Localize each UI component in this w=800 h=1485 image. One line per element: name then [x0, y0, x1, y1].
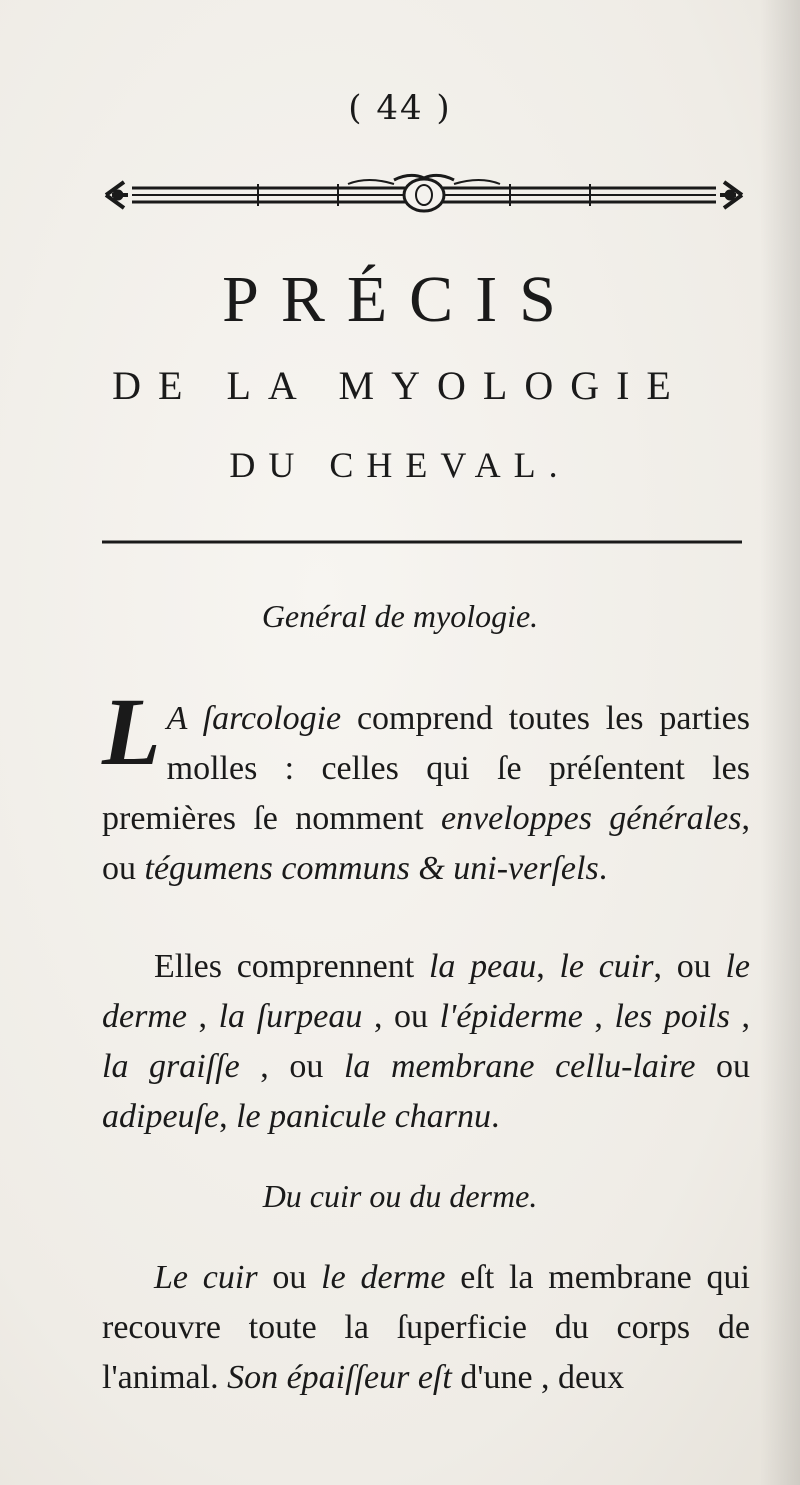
text-run: la peau	[428, 948, 537, 985]
text-run: , ou	[653, 948, 726, 985]
text-run: Son épaiſſeur eſt	[227, 1359, 452, 1396]
text-run: le derme	[321, 1259, 446, 1296]
text-run: le cuir	[559, 948, 654, 985]
text-run: ,	[186, 998, 219, 1035]
paragraph-cuir	[102, 1253, 750, 1403]
section-heading-general: Genéral de myologie.	[261, 598, 539, 634]
text-run: la ſurpeau	[218, 998, 363, 1035]
text-run: le panicule charnu	[236, 1098, 492, 1135]
drop-cap: L	[102, 678, 161, 785]
title-main: PRÉCIS	[222, 263, 578, 336]
decorative-header-ornament	[98, 170, 750, 220]
text-run: Le cuir	[154, 1259, 258, 1296]
title-line-2: DE LA MYOLOGIE	[112, 363, 688, 408]
text-run: enveloppes générales	[440, 800, 742, 837]
text-run: A ſarcologie	[166, 700, 342, 737]
text-run: .	[491, 1098, 500, 1135]
page-number: ( 44 )	[348, 88, 452, 128]
text-run: ,	[536, 948, 560, 985]
text-run: , ou	[102, 800, 750, 887]
text-run: l'épiderme	[439, 998, 583, 1035]
text-run: , ou	[239, 1048, 344, 1085]
text-run: la graiſſe	[102, 1048, 240, 1085]
text-run: tégumens communs & uni-verſels	[144, 850, 599, 887]
text-run: d'une , deux	[451, 1359, 625, 1396]
page-edge-shadow	[760, 0, 800, 1485]
text-run: Elles comprennent	[154, 948, 429, 985]
paragraph-enveloppes	[102, 942, 750, 1142]
title-line-3: DU CHEVAL.	[229, 445, 571, 485]
horizontal-rule	[102, 538, 742, 546]
text-run: ,	[729, 998, 751, 1035]
text-run: la membrane cellu-laire	[343, 1048, 696, 1085]
text-run: ,	[219, 1098, 237, 1135]
text-run: ou	[257, 1259, 322, 1296]
section-heading-cuir: Du cuir ou du derme.	[262, 1178, 538, 1214]
text-run: eſt la membrane qui recouvre toute la ſuperficie du corps de l'animal.	[102, 1259, 750, 1396]
paragraph-sarcologie	[102, 678, 750, 894]
text-run: ou	[695, 1048, 751, 1085]
text-run: adipeuſe	[102, 1098, 220, 1135]
text-run: ,	[582, 998, 615, 1035]
text-run: comprend toutes les parties molles : celles qui ſe préſentent les premières ſe nomment	[102, 700, 750, 837]
text-run: .	[598, 850, 608, 887]
text-run: , ou	[362, 998, 440, 1035]
text-run: les poils	[614, 998, 730, 1035]
text-run: le derme	[102, 948, 751, 1035]
